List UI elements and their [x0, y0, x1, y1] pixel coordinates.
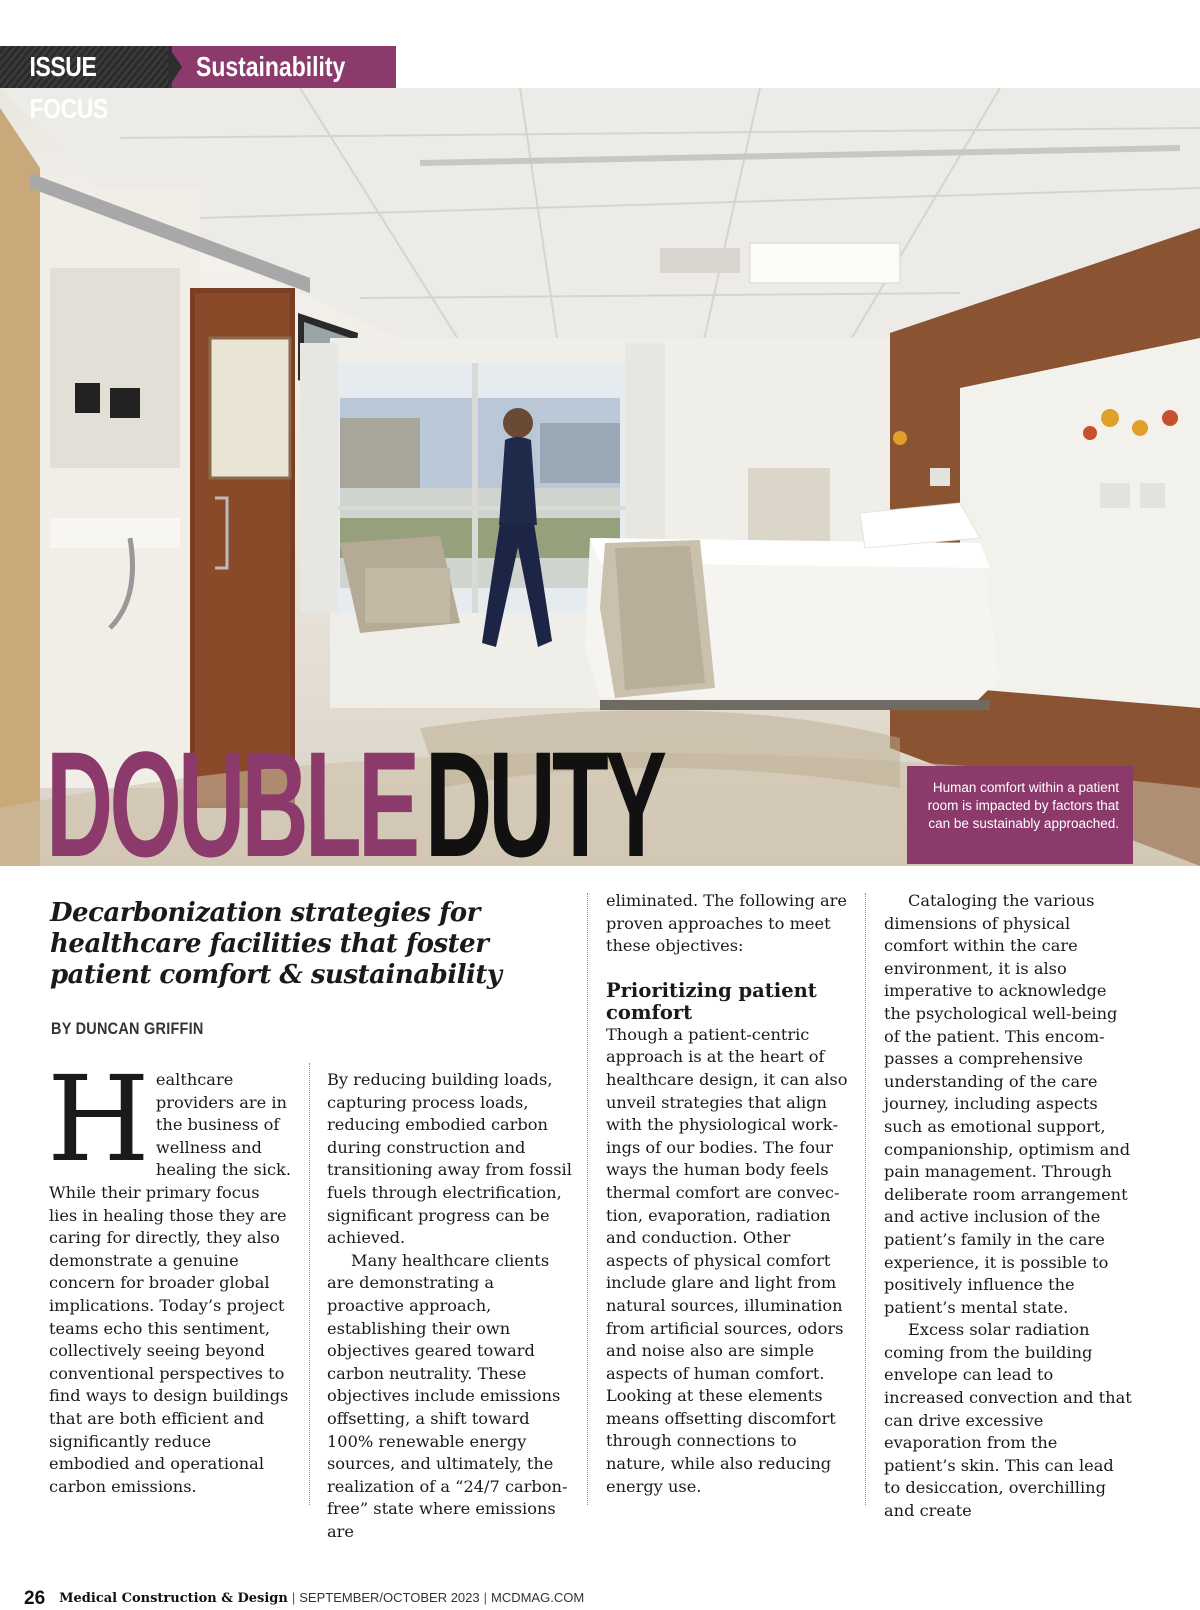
article-column-1	[47, 1050, 292, 1498]
article-column-2	[327, 1069, 573, 1543]
article-column-3	[606, 890, 852, 1498]
column-rule-2	[587, 893, 588, 1505]
headline-word-double: DOUBLE	[46, 720, 417, 888]
footer-separator: |	[291, 1590, 296, 1605]
body-paragraph: Healthcare providers are in the business of wellness and healing the sick. While their primary focus lies in healing those they are caring for directly, they also demonstrate a genuine concern for broader global implications. Today’s project teams echo this sentiment, collectively seeing beyond conventional perspectives to find ways to design buildings that are both efficient and significantly reduce embodied and operational carbon emissions.	[47, 1050, 292, 1496]
body-paragraph: Excess solar radiation coming from the building envelope can lead to increased convection and that can drive excessive evaporation from the patient’s skin. This can lead to desiccation, overchilling and create	[884, 1320, 1132, 1521]
issue-focus-label: ISSUE FOCUS	[0, 46, 194, 88]
issue-focus-tab	[0, 46, 346, 124]
magazine-name: Medical Construction & Design	[59, 1591, 288, 1606]
footer-separator: |	[483, 1590, 487, 1605]
tab-arrow-icon	[168, 46, 182, 88]
headline	[46, 720, 664, 888]
body-paragraph: eliminated. The following are proven approaches to meet these objectives:	[606, 891, 847, 956]
column-rule-3	[865, 893, 866, 1505]
body-paragraph: By reducing building loads, capturing process loads, reducing embodied carbon during construction and transitioning away from fossil fuels through electrification, significant progress can be achieved.	[327, 1070, 572, 1248]
body-paragraph: Cataloging the various dimensions of physical comfort within the care environment, it is also imperative to acknowledge the psychological well-being of the patient. This encompasses a comprehensive understanding of the care journey, including aspects such as emotional support, companionship, optimism and pain management. Through deliberate room arrangement and active inclusion of the patient’s family in the care experience, it is possible to positively influence the patient’s mental state.	[884, 891, 1131, 1317]
section-subhead: Prioritizing patient comfort	[606, 978, 817, 1024]
body-paragraph: Though a patient-centric approach is at the heart of healthcare design, it can also unveil strategies that align with the physiological workings of our bodies. The four ways the human body feels thermal comfort are convection, evaporation, radiation and conduction. Other aspects of physical comfort include glare and light from natural sources, illumination from artificial sources, odors and noise also are simple aspects of human comfort. Looking at these elements means offsetting discomfort through connections to nature, while also reducing energy use.	[606, 1024, 848, 1496]
issue-topic-label: Sustainability	[172, 46, 396, 88]
headline-word-duty: DUTY	[425, 720, 664, 888]
article-deck: Decarbonization strategies for healthcare facilities that foster patient comfort & sustainability	[50, 898, 502, 990]
drop-cap: H	[47, 1050, 150, 1188]
page-footer	[24, 1588, 584, 1610]
byline: BY DUNCAN GRIFFIN	[51, 1019, 204, 1038]
article-column-4	[884, 890, 1134, 1523]
photo-caption: Human comfort within a patient room is impacted by factors that can be sustainably approached.	[907, 766, 1133, 864]
column-rule-1	[309, 1063, 310, 1505]
page-number: 26	[24, 1588, 46, 1609]
website-link[interactable]: MCDMAG.COM	[491, 1590, 585, 1605]
body-paragraph: Many healthcare clients are demonstrating a proactive approach, establishing their own objectives geared toward carbon neutrality. These objectives include emissions offsetting, a shift toward 100% renewable energy sources, and ultimately, the realization of a “24/7 carbon-free” state where emissions are	[327, 1250, 568, 1541]
issue-date: SEPTEMBER/OCTOBER 2023	[299, 1590, 480, 1605]
